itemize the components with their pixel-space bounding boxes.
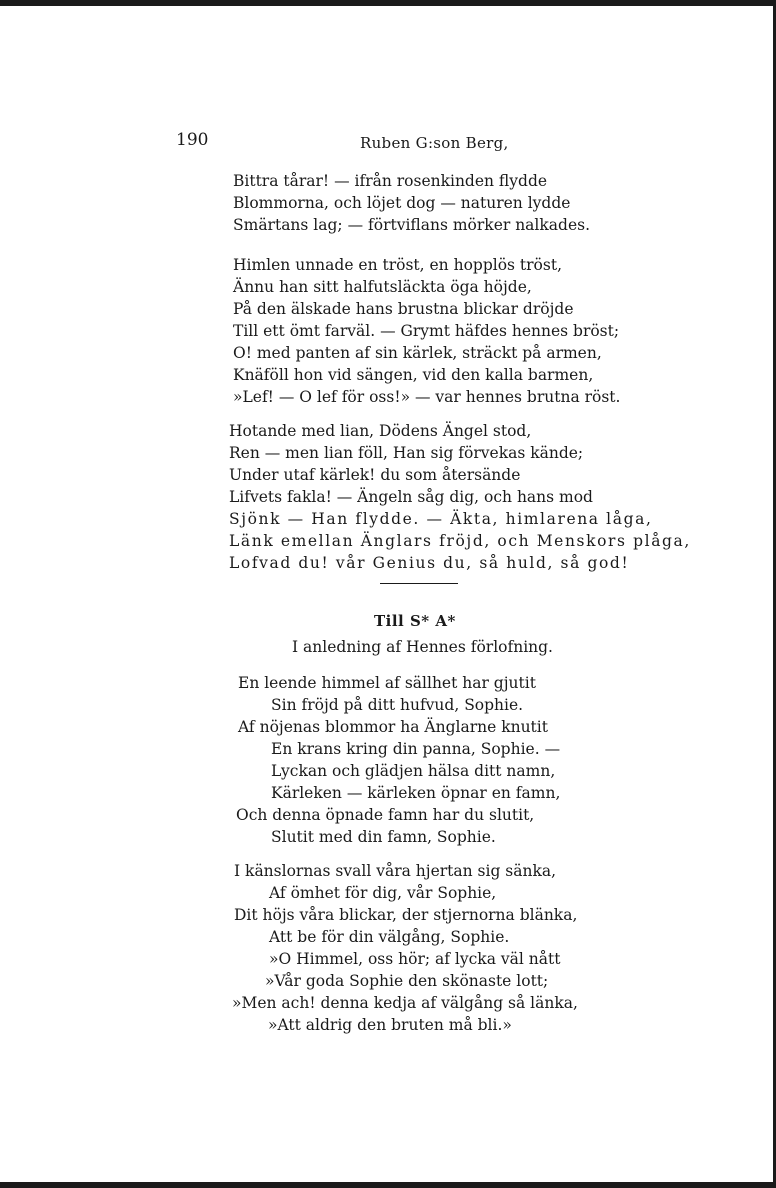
verse-line: Knäföll hon vid sängen, vid den kalla barmen, [233,366,594,384]
scan-edge-top [0,0,776,6]
poem-title: Till S* A* [374,612,456,630]
verse-line: »Lef! — O lef för oss!» — var hennes brutna röst. [233,388,621,406]
verse-line: I känslornas svall våra hjertan sig sänka, [234,862,557,880]
verse-line: Smärtans lag; — förtviflans mörker nalkades. [233,216,590,234]
verse-line: Af ömhet för dig, vår Sophie, [269,884,497,902]
poem-subtitle: I anledning af Hennes förlofning. [292,638,553,656]
running-head: Ruben G:son Berg, [360,134,509,152]
verse-line: Af nöjenas blommor ha Änglarne knutit [238,718,548,736]
verse-line: »Att aldrig den bruten må bli.» [268,1016,512,1034]
scan-edge-bottom [0,1182,776,1188]
verse-line: Slutit med din famn, Sophie. [271,828,496,846]
section-divider [380,583,458,584]
verse-line: Ren — men lian föll, Han sig förvekas kände; [229,444,584,462]
verse-line: Bittra tårar! — ifrån rosenkinden flydde [233,172,548,190]
verse-line: Lifvets fakla! — Ängeln såg dig, och hans mod [229,488,593,506]
verse-line: En leende himmel af sällhet har gjutit [238,674,536,692]
verse-line: »Men ach! denna kedja af välgång så länka, [232,994,578,1012]
verse-line: »Vår goda Sophie den skönaste lott; [265,972,549,990]
verse-line: O! med panten af sin kärlek, sträckt på armen, [233,344,602,362]
verse-line: Länk emellan Änglars fröjd, och Menskors plåga, [229,532,691,550]
verse-line: Att be för din välgång, Sophie. [269,928,510,946]
verse-line: Hotande med lian, Dödens Ängel stod, [229,422,532,440]
verse-line: Kärleken — kärleken öpnar en famn, [271,784,561,802]
verse-line: Ännu han sitt halfutsläckta öga höjde, [233,278,532,296]
page-number: 190 [176,130,209,150]
verse-line: Sin fröjd på ditt hufvud, Sophie. [271,696,524,714]
verse-line: Dit höjs våra blickar, der stjernorna blänka, [234,906,578,924]
verse-line: Sjönk — Han flydde. — Äkta, himlarena låga, [229,510,653,528]
verse-line: Lofvad du! vår Genius du, så huld, så god! [229,554,630,572]
verse-line: Lyckan och glädjen hälsa ditt namn, [271,762,556,780]
verse-line: Himlen unnade en tröst, en hopplös tröst, [233,256,563,274]
verse-line: Till ett ömt farväl. — Grymt häfdes hennes bröst; [233,322,620,340]
verse-line: En krans kring din panna, Sophie. — [271,740,561,758]
verse-line: På den älskade hans brustna blickar dröjde [233,300,574,318]
verse-line: Blommorna, och löjet dog — naturen lydde [233,194,571,212]
verse-line: Under utaf kärlek! du som återsände [229,466,521,484]
verse-line: »O Himmel, oss hör; af lycka väl nått [269,950,561,968]
verse-line: Och denna öpnade famn har du slutit, [236,806,535,824]
